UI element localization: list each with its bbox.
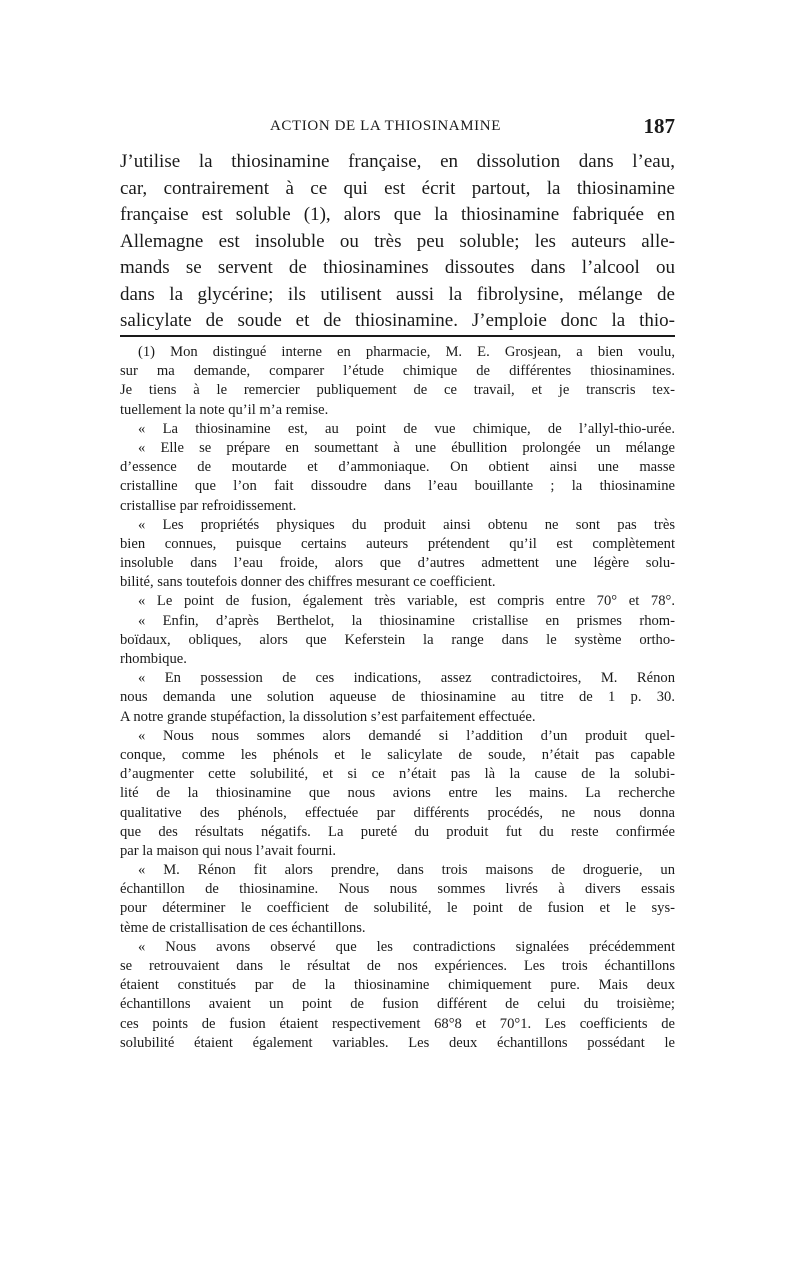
footnote-line: « Enfin, d’après Berthelot, la thiosinamine cristallise en prismes rhom- — [138, 612, 675, 629]
footnote-line: conque, comme les phénols et le salicylate de soude, n’était pas capable — [120, 746, 675, 763]
body-line: mands se servent de thiosinamines dissoutes dans l’alcool ou — [120, 257, 675, 278]
footnote-line: cristalline que l’on fait dissoudre dans l’eau bouillante ; la thiosinamine — [120, 478, 675, 495]
footnote-line: tuellement la note qu’il m’a remise. — [120, 401, 329, 418]
footnote-line: insoluble dans l’eau froide, alors que d’autres admettent une légère solu- — [120, 555, 675, 572]
footnote-line: lité de la thiosinamine que nous avions entre les mains. La recherche — [120, 785, 675, 802]
footnote-line: A notre grande stupéfaction, la dissolution s’est parfaitement effectuée. — [120, 708, 536, 725]
footnote-line: échantillons avaient un point de fusion différent de celui du troisième; — [120, 996, 675, 1013]
footnote-separator — [120, 335, 675, 337]
footnote-line: sur ma demande, comparer l’étude chimique de différentes thiosinamines. — [120, 363, 675, 380]
footnote-line: bilité, sans toutefois donner des chiffres mesurant ce coefficient. — [120, 574, 496, 591]
footnote-line: d’essence de moutarde et d’ammoniaque. On obtient ainsi une masse — [120, 459, 675, 476]
body-line: J’utilise la thiosinamine française, en dissolution dans l’eau, — [120, 151, 675, 172]
footnote-line: « M. Rénon fit alors prendre, dans trois maisons de droguerie, un — [138, 862, 675, 879]
footnote-line: échantillon de thiosinamine. Nous nous sommes livrés à divers essais — [120, 881, 675, 898]
footnote-line: boïdaux, obliques, alors que Keferstein la range dans le système ortho- — [120, 631, 675, 648]
footnote-line: « La thiosinamine est, au point de vue chimique, de l’allyl-thio-urée. — [138, 420, 675, 437]
body-line: Allemagne est insoluble ou très peu soluble; les auteurs alle- — [120, 230, 675, 252]
body-paragraph — [120, 149, 675, 335]
footnote-line: « Le point de fusion, également très variable, est compris entre 70° et 78°. — [138, 593, 675, 610]
page-number: 187 — [643, 114, 675, 138]
running-title: ACTION DE LA THIOSINAMINE — [270, 118, 501, 134]
running-head — [120, 114, 675, 144]
footnote-line: (1) Mon distingué interne en pharmacie, M. E. Grosjean, a bien voulu, — [138, 344, 675, 360]
footnote-line: se retrouvaient dans le résultat de nos expériences. Les trois échantillons — [120, 958, 675, 974]
body-line: car, contrairement à ce qui est écrit partout, la thiosinamine — [120, 177, 675, 199]
footnote-line: qualitative des phénols, effectuée par différents procédés, ne nous donna — [120, 804, 675, 821]
footnote-line: « Nous avons observé que les contradictions signalées précédemment — [138, 938, 675, 955]
body-line: salicylate de soude et de thiosinamine. J’emploie donc la thio- — [120, 310, 675, 331]
footnote-line: d’augmenter cette solubilité, et si ce n’était pas là la cause de la solubi- — [120, 766, 675, 783]
footnote-line: « Nous nous sommes alors demandé si l’addition d’un produit quel- — [138, 727, 675, 744]
footnote-line: pour déterminer le coefficient de solubilité, le point de fusion et le sys- — [120, 900, 675, 917]
footnote-line: « En possession de ces indications, assez contradictoires, M. Rénon — [138, 670, 675, 687]
footnotes — [120, 343, 675, 1053]
footnote-line: étaient constitués par de la thiosinamine chimiquement pure. Mais deux — [120, 977, 675, 994]
footnote-line: « Les propriétés physiques du produit ainsi obtenu ne sont pas très — [138, 516, 675, 533]
footnote-line: « Elle se prépare en soumettant à une ébullition prolongée un mélange — [138, 439, 675, 456]
footnote-line: bien connues, puisque certains auteurs prétendent qu’il est complètement — [120, 535, 675, 552]
footnote-line: cristallise par refroidissement. — [120, 497, 297, 514]
footnote-line: que des résultats négatifs. La pureté du produit fut du reste confirmée — [120, 823, 675, 840]
footnote-line: par la maison qui nous l’avait fourni. — [120, 842, 337, 859]
footnote-line: solubilité étaient également variables. Les deux échantillons possédant le — [120, 1034, 675, 1051]
footnote-line: nous demanda une solution aqueuse de thiosinamine au titre de 1 p. 30. — [120, 689, 675, 706]
footnote-line: tème de cristallisation de ces échantillons. — [120, 919, 366, 936]
footnote-line: rhombique. — [120, 651, 187, 667]
body-line: dans la glycérine; ils utilisent aussi la fibrolysine, mélange de — [120, 283, 675, 305]
footnote-line: Je tiens à le remercier publiquement de ce travail, et je transcris tex- — [120, 382, 675, 399]
footnote-line: ces points de fusion étaient respectivement 68°8 et 70°1. Les coefficients de — [120, 1015, 675, 1032]
body-line: française est soluble (1), alors que la thiosinamine fabriquée en — [120, 204, 675, 225]
